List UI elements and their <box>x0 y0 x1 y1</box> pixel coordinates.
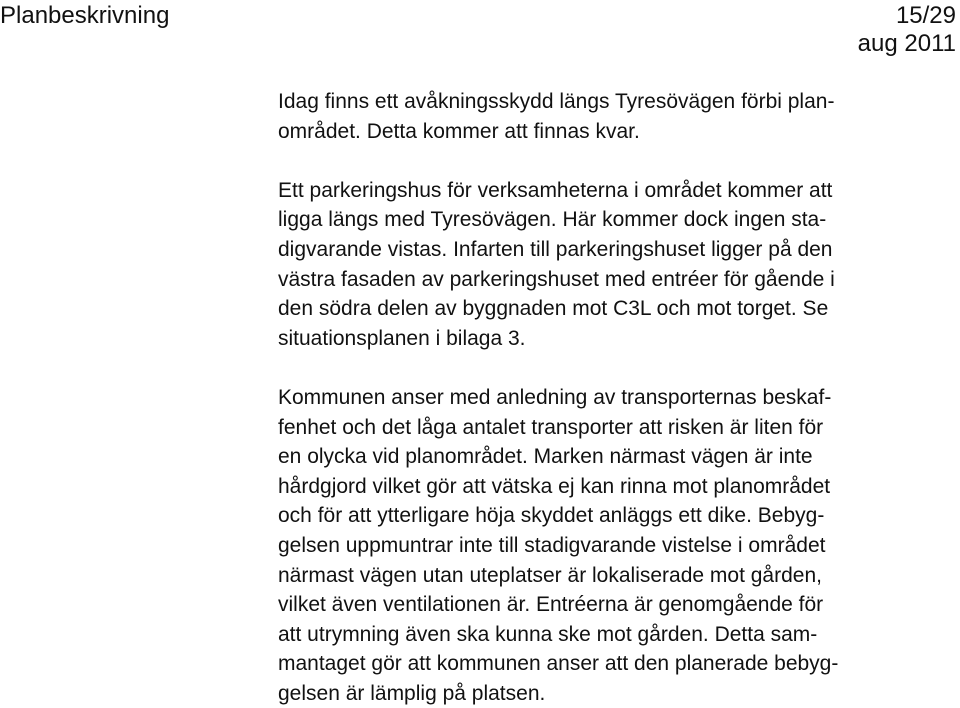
document-date: aug 2011 <box>857 30 956 57</box>
text-line: den södra delen av byggnaden mot C3L och mot torget. Se <box>278 297 829 321</box>
text-line: vilket även ventilationen är. Entréerna är genomgående för <box>278 593 824 617</box>
text-line: Idag finns ett avåkningsskydd längs Tyresövägen förbi plan- <box>278 90 835 113</box>
text-line: gelsen är lämplig på platsen. <box>278 681 546 705</box>
document-title: Planbeskrivning <box>0 2 170 29</box>
paragraph-gap <box>278 146 958 176</box>
text-line: området. Detta kommer att finnas kvar. <box>278 119 640 143</box>
text-line: ligga längs med Tyresövägen. Här kommer dock ingen sta- <box>278 208 827 232</box>
page-number: 15/29 <box>895 2 956 29</box>
text-line: västra fasaden av parkeringshuset med entréer för gående i <box>278 267 835 291</box>
paragraph-guardrail <box>278 87 958 146</box>
text-line: att utrymning även ska kunna ske mot gården. Detta sam- <box>278 622 818 646</box>
text-line: situationsplanen i bilaga 3. <box>278 326 526 350</box>
text-line: Kommunen anser med anledning av transporternas beskaf- <box>278 385 832 409</box>
text-line: och för att ytterligare höja skyddet anläggs ett dike. Bebyg- <box>278 504 825 528</box>
text-line: närmast vägen utan uteplatser är lokaliserade mot gården, <box>278 563 822 587</box>
text-line: hårdgjord vilket gör att vätska ej kan rinna mot planområdet <box>278 474 831 498</box>
paragraph-risk-assessment <box>278 383 958 708</box>
document-body <box>278 87 958 708</box>
text-line: digvarande vistas. Infarten till parkeringshuset ligger på den <box>278 237 833 261</box>
text-line: fenhet och det låga antalet transporter att risken är liten för <box>278 415 824 439</box>
text-line: en olycka vid planområdet. Marken närmast vägen är inte <box>278 445 813 469</box>
text-line: gelsen uppmuntrar inte till stadigvarande vistelse i området <box>278 533 826 557</box>
paragraph-parking-garage <box>278 176 958 354</box>
text-line: mantaget gör att kommunen anser att den planerade bebyg- <box>278 652 839 676</box>
paragraph-gap <box>278 353 958 383</box>
text-line: Ett parkeringshus för verksamheterna i området kommer att <box>278 178 833 202</box>
page-info <box>858 2 956 58</box>
